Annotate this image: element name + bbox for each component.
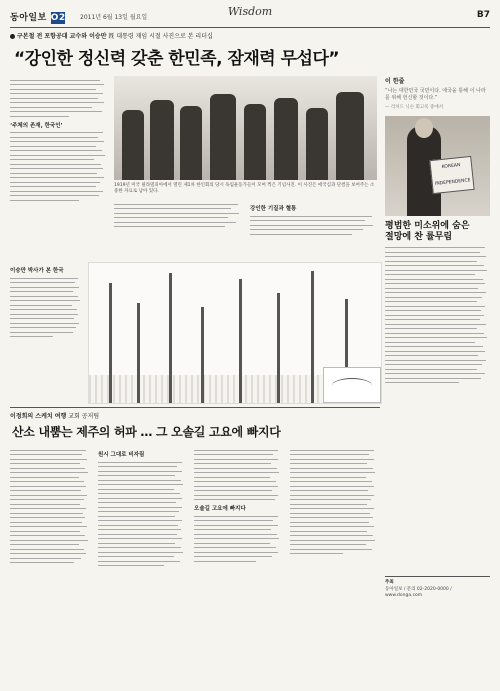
header-rule [10, 27, 490, 28]
section-rule [10, 407, 380, 408]
right-kicker: 이 한줄 [385, 78, 405, 85]
top-headline: “강인한 정신력 갖춘 한민족, 잠재력 무섭다” [14, 49, 340, 69]
photo-sign: KOREAN INDEPENDENCE [429, 156, 474, 194]
subhead: 이승만 박사가 본 한국 [10, 268, 64, 274]
footer-rule [385, 576, 490, 577]
historical-group-photo [114, 76, 377, 180]
brand-mark: O2 [50, 13, 66, 23]
right-headline: 평범한 미소위에 숨은 절망에 찬 률무림 [385, 221, 470, 242]
subhead: 강인한 기질과 혈통 [250, 206, 297, 212]
top-column-1b [10, 262, 82, 402]
bottom-column-4 [290, 446, 378, 676]
issue-date: 2011년 6월 13일 월요일 [80, 14, 148, 21]
page-number: B7 [476, 10, 490, 20]
footer-box: 주최 동아일보 / 문의 02-2020-0000 / www.donga.com [385, 580, 452, 598]
bottom-headline: 산소 내뿜는 제주의 허파 … 그 오솔길 고요에 빠지다 [12, 425, 281, 439]
page-header [10, 4, 490, 34]
pull-quote: “나는 대한민국 국민이다. 애국을 통해 이 나라를 위해 헌신할 것이다.” [385, 88, 486, 101]
bottom-column-1 [10, 446, 90, 676]
subhead: 원시 그대로 비자림 [98, 452, 145, 458]
subhead: ‘주체의 존재, 한국인’ [10, 122, 63, 129]
quote-source: — 리처드 닉슨 회고록 중에서 [385, 105, 444, 110]
section-title: Wisdom [227, 5, 273, 18]
right-column [385, 76, 490, 576]
bottom-column-3 [194, 446, 282, 676]
photo-caption: 1919년 미국 필라델피아에서 열린 제1차 한인회의 당시 독립운동가들이 모여 찍은 기념사진. 이 사진은 애국심과 단결을 보여주는 소중한 자료로 남아 있다. [114, 183, 375, 194]
trail-diagram [323, 367, 381, 403]
forest-sketch [88, 262, 382, 404]
bullet-icon [10, 34, 15, 39]
bottom-kicker: 이정희의 스케치 여행 교회 공저팀 [10, 413, 100, 420]
top-kicker: 구본철 전 포항공대 교수와 이승만 旣 대통령 재임 시절 사진으로 본 리더십 [10, 31, 213, 40]
masthead: 동아일보 O2 [10, 13, 66, 23]
subhead: 오솔길 고요에 빠지다 [194, 506, 246, 512]
bottom-column-2 [98, 446, 186, 676]
portrait-photo [385, 116, 490, 216]
top-column-3 [250, 200, 378, 256]
top-column-2 [114, 200, 244, 256]
